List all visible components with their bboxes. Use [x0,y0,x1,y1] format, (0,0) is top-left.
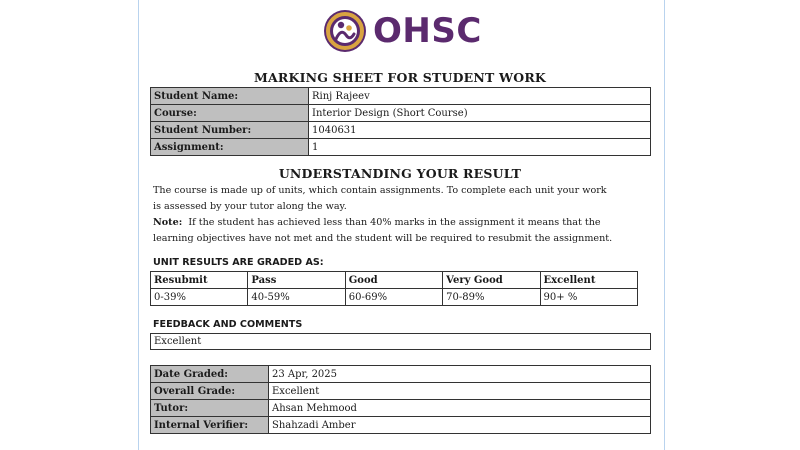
ohsc-logo-mark-icon [322,8,368,54]
grade-header-pass: Pass [248,272,345,289]
note-text: If the student has achieved less than 40% marks in the assignment it means that the [188,217,601,228]
grades-heading: UNIT RESULTS ARE GRADED AS: [153,257,324,268]
overall-grade-value: Excellent [269,383,651,400]
tutor-label: Tutor: [151,400,269,417]
grade-header-resubmit: Resubmit [151,272,248,289]
feedback-box: Excellent [150,333,651,350]
grades-table [150,271,638,306]
student-number-value: 1040631 [309,122,651,139]
assignment-label: Assignment: [151,139,309,156]
note-line: learning objectives have not met and the student will be required to resubmit the assignment. [153,233,613,244]
table-row [151,105,651,122]
course-description-line: The course is made up of units, which contain assignments. To complete each unit your work [153,185,607,196]
grade-header-good: Good [345,272,442,289]
date-graded-label: Date Graded: [151,366,269,383]
table-row [151,139,651,156]
grade-header-excellent: Excellent [540,272,637,289]
course-description-line: is assessed by your tutor along the way. [153,201,347,212]
student-number-label: Student Number: [151,122,309,139]
result-heading: UNDERSTANDING YOUR RESULT [278,166,522,181]
note-label: Note: [153,217,183,228]
grade-range-pass: 40-59% [248,289,345,306]
note-paragraph [153,215,653,247]
internal-verifier-value: Shahzadi Amber [269,417,651,434]
ohsc-logo [322,6,482,56]
course-value: Interior Design (Short Course) [309,105,651,122]
overall-grade-label: Overall Grade: [151,383,269,400]
course-description [153,183,653,215]
ohsc-logo-text: OHSC [373,11,482,51]
table-row [151,383,651,400]
table-row [151,289,638,306]
table-row [151,122,651,139]
course-label: Course: [151,105,309,122]
table-row [151,272,638,289]
table-row [151,88,651,105]
table-row [151,400,651,417]
grade-header-very-good: Very Good [443,272,540,289]
grade-range-good: 60-69% [345,289,442,306]
assignment-value: 1 [309,139,651,156]
student-name-value: Rinj Rajeev [309,88,651,105]
student-info-table [150,87,651,156]
feedback-heading: FEEDBACK AND COMMENTS [153,319,303,330]
grade-range-excellent: 90+ % [540,289,637,306]
grade-range-resubmit: 0-39% [151,289,248,306]
internal-verifier-label: Internal Verifier: [151,417,269,434]
sheet-title: MARKING SHEET FOR STUDENT WORK [254,70,546,85]
date-graded-value: 23 Apr, 2025 [269,366,651,383]
table-row [151,366,651,383]
grading-info-table [150,365,651,434]
table-row [151,417,651,434]
note-line [153,215,653,231]
grade-range-very-good: 70-89% [443,289,540,306]
student-name-label: Student Name: [151,88,309,105]
tutor-value: Ahsan Mehmood [269,400,651,417]
